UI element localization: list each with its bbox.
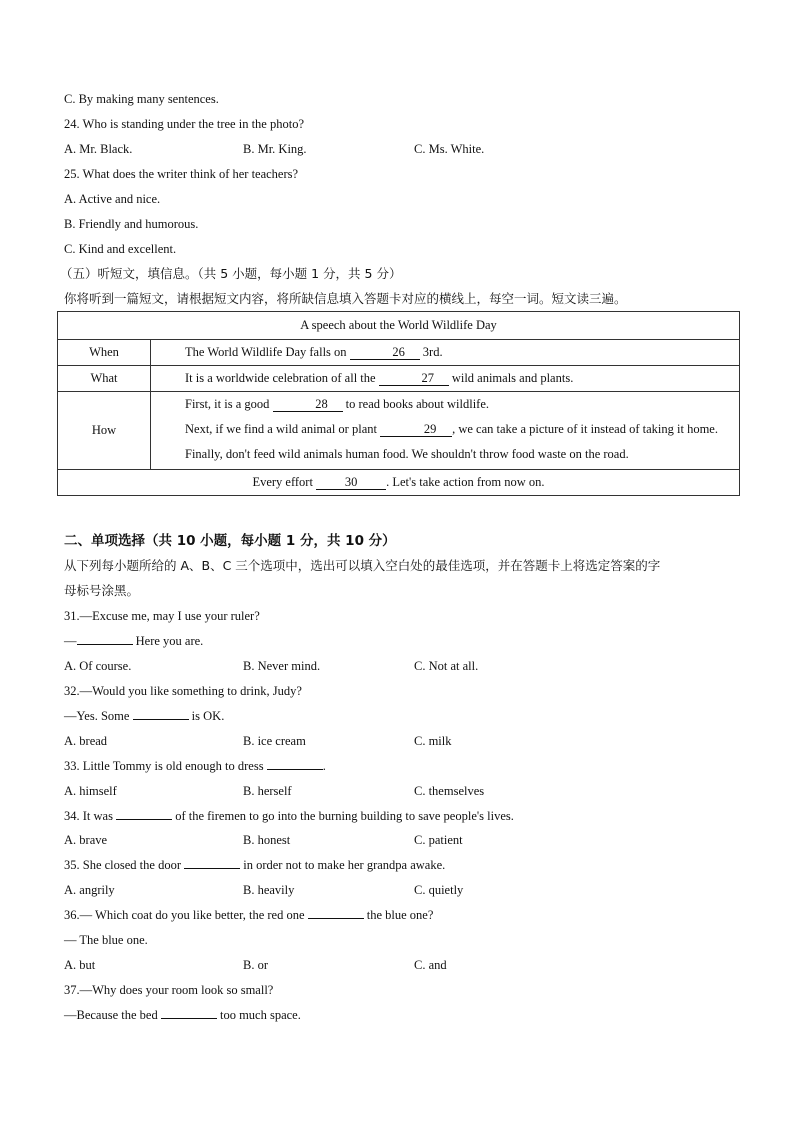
how3-text: Finally, don't feed wild animals human food. We shouldn't throw food waste on the road. bbox=[185, 447, 629, 461]
part2-instruction-2: 母标号涂黑。 bbox=[64, 583, 140, 598]
q32-option-b: B. ice cream bbox=[243, 734, 306, 748]
q33-blank bbox=[267, 769, 323, 770]
q34-option-a: A. brave bbox=[64, 833, 108, 847]
part2-instruction-1: 从下列每小题所给的 A、B、C 三个选项中，选出可以填入空白处的最佳选项，并在答题卡上将选定答案的字 bbox=[64, 558, 661, 573]
q36-line2: — The blue one. bbox=[64, 933, 148, 947]
section5-instruction: 你将听到一篇短文，请根据短文内容，将所缺信息填入答题卡对应的横线上，每空一词。短文读三遍。 bbox=[64, 291, 627, 306]
q32-option-c: C. milk bbox=[414, 734, 452, 748]
q36-line1 bbox=[64, 907, 433, 923]
blank-28: 28 bbox=[273, 398, 343, 412]
q34-stem bbox=[64, 808, 514, 824]
q33-option-a: A. himself bbox=[64, 784, 117, 798]
how2-text-pre: Next, if we find a wild animal or plant bbox=[185, 422, 381, 436]
wildlife-day-table bbox=[57, 311, 740, 496]
q36-line1-post: the blue one? bbox=[363, 908, 434, 922]
blank-27: 27 bbox=[379, 372, 449, 386]
q24-stem: 24. Who is standing under the tree in the photo? bbox=[64, 117, 304, 131]
table-footer bbox=[58, 470, 740, 496]
q37-line1: 37.—Why does your room look so small? bbox=[64, 983, 274, 997]
q31-dash: — bbox=[64, 634, 77, 648]
blank-26: 26 bbox=[350, 346, 420, 360]
what-label: What bbox=[58, 366, 151, 392]
q35-option-c: C. quietly bbox=[414, 883, 464, 897]
q31-line2-post: Here you are. bbox=[132, 634, 204, 648]
q37-line2-post: too much space. bbox=[216, 1008, 301, 1022]
q36-option-c: C. and bbox=[414, 958, 447, 972]
how-cell bbox=[151, 392, 740, 470]
q34-blank bbox=[116, 819, 172, 820]
blank-29: 29 bbox=[380, 423, 452, 437]
q32-option-a: A. bread bbox=[64, 734, 108, 748]
q35-option-b: B. heavily bbox=[243, 883, 295, 897]
footer-text-pre: Every effort bbox=[252, 475, 317, 489]
what-text-post: wild animals and plants. bbox=[448, 371, 574, 385]
q25-stem: 25. What does the writer think of her teachers? bbox=[64, 167, 299, 181]
q25-option-b: B. Friendly and humorous. bbox=[64, 217, 199, 231]
q24-option-a: A. Mr. Black. bbox=[64, 142, 133, 156]
q32-line1: 32.—Would you like something to drink, Judy? bbox=[64, 684, 302, 698]
how2-text-post: , we can take a picture of it instead of taking it home. bbox=[452, 422, 718, 436]
what-cell bbox=[151, 366, 740, 392]
q35-option-a: A. angrily bbox=[64, 883, 115, 897]
q36-option-a: A. but bbox=[64, 958, 96, 972]
q33-option-c: C. themselves bbox=[414, 784, 485, 798]
q35-stem bbox=[64, 857, 445, 873]
q31-option-c: C. Not at all. bbox=[414, 659, 479, 673]
q33-stem bbox=[64, 758, 326, 774]
q34-option-c: C. patient bbox=[414, 833, 463, 847]
q37-blank bbox=[161, 1018, 217, 1019]
part2-title: 二、单项选择（共 10 小题，每小题 1 分，共 10 分） bbox=[64, 533, 396, 549]
when-cell bbox=[151, 340, 740, 366]
q34-stem-post: of the firemen to go into the burning building to save people's lives. bbox=[172, 809, 514, 823]
q34-option-b: B. honest bbox=[243, 833, 291, 847]
q23-option-c: C. By making many sentences. bbox=[64, 92, 219, 106]
q31-option-b: B. Never mind. bbox=[243, 659, 321, 673]
q37-line2 bbox=[64, 1007, 301, 1023]
q35-stem-post: in order not to make her grandpa awake. bbox=[240, 858, 446, 872]
q31-line2 bbox=[64, 633, 203, 649]
q32-line2 bbox=[64, 708, 224, 724]
q25-option-c: C. Kind and excellent. bbox=[64, 242, 177, 256]
q36-option-b: B. or bbox=[243, 958, 268, 972]
q35-stem-pre: 35. She closed the door bbox=[64, 858, 185, 872]
how-label: How bbox=[58, 392, 151, 470]
q35-blank bbox=[184, 868, 240, 869]
footer-text-post: . Let's take action from now on. bbox=[386, 475, 545, 489]
q31-option-a: A. Of course. bbox=[64, 659, 132, 673]
q33-stem-post: . bbox=[322, 759, 326, 773]
when-label: When bbox=[58, 340, 151, 366]
q36-line1-pre: 36.— Which coat do you like better, the red one bbox=[64, 908, 308, 922]
q32-line2-pre: —Yes. Some bbox=[64, 709, 133, 723]
q36-blank bbox=[308, 918, 364, 919]
section5-title: （五）听短文，填信息。（共 5 小题，每小题 1 分，共 5 分） bbox=[60, 266, 402, 281]
q34-stem-pre: 34. It was bbox=[64, 809, 117, 823]
q31-blank bbox=[77, 644, 133, 645]
q37-line2-pre: —Because the bed bbox=[64, 1008, 161, 1022]
blank-30: 30 bbox=[316, 476, 386, 490]
how1-text-post: to read books about wildlife. bbox=[342, 397, 490, 411]
q33-stem-pre: 33. Little Tommy is old enough to dress bbox=[64, 759, 267, 773]
how1-text-pre: First, it is a good bbox=[185, 397, 273, 411]
q25-option-a: A. Active and nice. bbox=[64, 192, 161, 206]
table-title: A speech about the World Wildlife Day bbox=[58, 312, 740, 340]
q24-option-b: B. Mr. King. bbox=[243, 142, 307, 156]
what-text-pre: It is a worldwide celebration of all the bbox=[185, 371, 379, 385]
q31-line1: 31.—Excuse me, may I use your ruler? bbox=[64, 609, 260, 623]
q32-blank bbox=[133, 719, 189, 720]
q24-option-c: C. Ms. White. bbox=[414, 142, 485, 156]
q33-option-b: B. herself bbox=[243, 784, 292, 798]
when-text-post: 3rd. bbox=[419, 345, 443, 359]
q32-line2-post: is OK. bbox=[188, 709, 225, 723]
when-text-pre: The World Wildlife Day falls on bbox=[185, 345, 350, 359]
